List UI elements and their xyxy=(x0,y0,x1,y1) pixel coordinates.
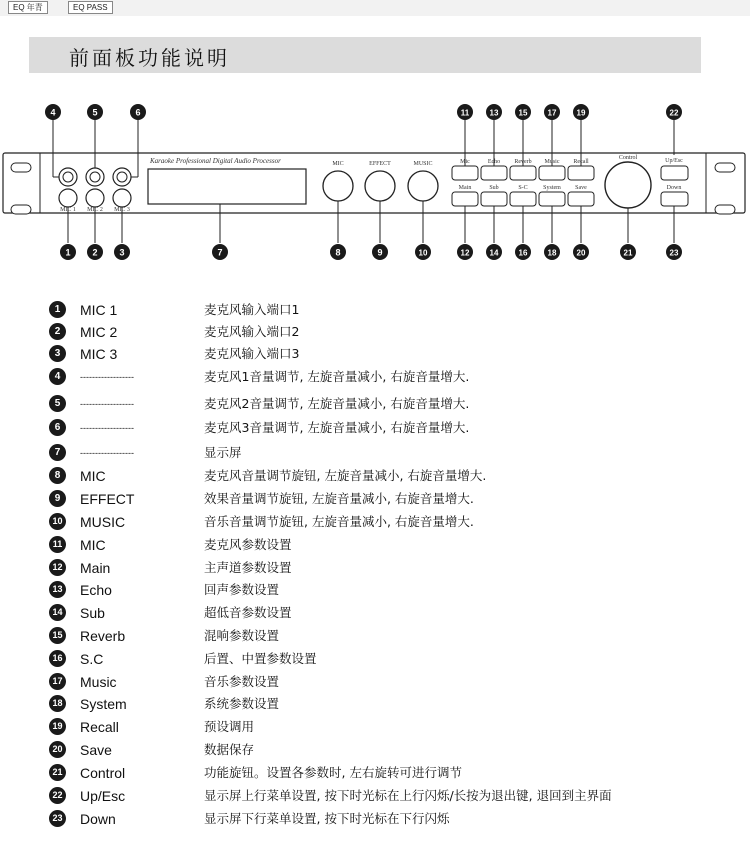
legend-number-badge: 1 xyxy=(49,301,66,318)
callout-1: 1 xyxy=(65,247,71,258)
echo-button[interactable] xyxy=(481,166,507,180)
top-toolbar xyxy=(0,0,750,16)
legend-item-name: System xyxy=(80,696,127,712)
legend-item-name: ------------------ xyxy=(80,448,134,458)
legend-item-description: 混响参数设置 xyxy=(204,628,280,643)
legend-item-name: MIC 1 xyxy=(80,302,118,318)
callout-7: 7 xyxy=(217,247,223,258)
legend-row xyxy=(0,394,750,414)
music-button[interactable] xyxy=(539,166,565,180)
save-button[interactable] xyxy=(568,192,594,206)
legend-item-name: MIC 2 xyxy=(80,324,118,340)
legend-item-description: 显示屏下行菜单设置, 按下时光标在下行闪烁 xyxy=(204,811,450,826)
legend-row xyxy=(0,740,750,760)
legend-number-badge: 17 xyxy=(49,673,66,690)
legend-row xyxy=(0,694,750,714)
mic-button[interactable] xyxy=(452,166,478,180)
legend-item-name: ------------------ xyxy=(80,372,134,382)
legend-row xyxy=(0,603,750,623)
legend-item-name: MIC xyxy=(80,468,106,484)
reverb-button-label: Reverb xyxy=(514,159,532,165)
legend-row xyxy=(0,580,750,600)
legend-item-description: 显示屏 xyxy=(204,445,242,460)
legend-item-description: 预设调用 xyxy=(204,719,255,734)
legend-number-badge: 13 xyxy=(49,581,66,598)
top-callouts xyxy=(45,104,682,120)
brand-text: Karaoke Professional Digital Audio Processor xyxy=(150,157,281,165)
mic2-port-label: MIC 2 xyxy=(87,207,103,213)
callout-10: 10 xyxy=(418,248,428,258)
down-button-label: Down xyxy=(666,185,682,191)
legend-item-description: 显示屏上行菜单设置, 按下时光标在上行闪烁/长按为退出键, 退回到主界面 xyxy=(204,788,612,803)
effect-volume-knob[interactable] xyxy=(365,171,395,201)
mic3-volume-knob-inner xyxy=(117,172,127,182)
recall-button-label: Recall xyxy=(573,159,589,165)
mic1-volume-knob-inner xyxy=(63,172,73,182)
control-knob-label: Control xyxy=(618,155,638,161)
legend-item-description: 麦克风3音量调节, 左旋音量减小, 右旋音量增大. xyxy=(204,420,470,435)
legend-number-badge: 19 xyxy=(49,718,66,735)
legend-item-description: 主声道参数设置 xyxy=(204,560,292,575)
legend-row xyxy=(0,626,750,646)
save-button-label: Save xyxy=(575,185,587,191)
echo-button-label: Echo xyxy=(487,159,501,165)
legend-item-description: 后置、中置参数设置 xyxy=(204,651,317,666)
legend-number-badge: 8 xyxy=(49,467,66,484)
legend-item-name: Echo xyxy=(80,582,112,598)
legend-item-name: Recall xyxy=(80,719,119,735)
legend-number-badge: 2 xyxy=(49,323,66,340)
legend-item-description: 回声参数设置 xyxy=(204,582,280,597)
legend-row xyxy=(0,489,750,509)
legend-row xyxy=(0,786,750,806)
mic1-port-label: MIC 1 xyxy=(60,207,76,213)
callout-3: 3 xyxy=(119,247,125,258)
legend-number-badge: 4 xyxy=(49,368,66,385)
callout-15: 15 xyxy=(518,108,528,118)
up-esc-button[interactable] xyxy=(661,166,688,180)
legend-row xyxy=(0,558,750,578)
music-knob-label: MUSIC xyxy=(413,161,433,167)
legend-row xyxy=(0,466,750,486)
callout-9: 9 xyxy=(377,247,383,258)
rack-hole-left-top xyxy=(11,163,31,172)
down-button[interactable] xyxy=(661,192,688,206)
callout-11: 11 xyxy=(460,108,470,118)
legend-item-description: 麦克风输入端口1 xyxy=(204,302,300,317)
recall-button[interactable] xyxy=(568,166,594,180)
legend-item-description: 麦克风输入端口2 xyxy=(204,324,300,339)
callout-20: 20 xyxy=(576,248,586,258)
legend-row xyxy=(0,418,750,438)
callout-2: 2 xyxy=(92,247,98,258)
legend-item-description: 超低音参数设置 xyxy=(204,605,292,620)
callout-5: 5 xyxy=(92,107,98,118)
legend-item-name: Music xyxy=(80,674,117,690)
legend-row xyxy=(0,763,750,783)
legend-item-name: Control xyxy=(80,765,126,781)
legend-item-description: 麦克风1音量调节, 左旋音量减小, 右旋音量增大. xyxy=(204,369,470,384)
music-button-label: Music xyxy=(544,159,560,165)
legend-number-badge: 3 xyxy=(49,345,66,362)
legend-item-name: MIC 3 xyxy=(80,346,118,362)
legend-number-badge: 12 xyxy=(49,559,66,576)
legend-number-badge: 5 xyxy=(49,395,66,412)
up-esc-button-label: Up/Esc xyxy=(665,158,683,164)
bottom-callouts xyxy=(60,244,682,260)
mic3-port-label: MIC 3 xyxy=(114,207,130,213)
sc-button-label: S-C xyxy=(518,185,528,191)
legend-item-description: 系统参数设置 xyxy=(204,696,280,711)
legend-item-description: 功能旋钮。设置各参数时, 左右旋转可进行调节 xyxy=(204,765,462,780)
system-button-label: System xyxy=(543,185,561,191)
legend-item-name: Reverb xyxy=(80,628,126,644)
rack-hole-left-bottom xyxy=(11,205,31,214)
legend-row xyxy=(0,535,750,555)
legend-number-badge: 23 xyxy=(49,810,66,827)
rack-hole-right-top xyxy=(715,163,735,172)
legend-item-description: 麦克风输入端口3 xyxy=(204,346,300,361)
legend-row xyxy=(0,512,750,532)
legend-row xyxy=(0,809,750,829)
legend-item-description: 效果音量调节旋钮, 左旋音量减小, 右旋音量增大. xyxy=(204,491,474,506)
system-button[interactable] xyxy=(539,192,565,206)
callout-6: 6 xyxy=(135,107,141,118)
legend-number-badge: 18 xyxy=(49,695,66,712)
legend-row xyxy=(0,344,750,364)
callout-23: 23 xyxy=(669,248,679,258)
legend-number-badge: 20 xyxy=(49,741,66,758)
eq-young-button[interactable]: EQ 年青 xyxy=(8,1,48,14)
legend-item-description: 麦克风音量调节旋钮, 左旋音量减小, 右旋音量增大. xyxy=(204,468,487,483)
eq-pass-button[interactable]: EQ PASS xyxy=(68,1,113,14)
mic2-volume-knob-inner xyxy=(90,172,100,182)
legend-item-description: 数据保存 xyxy=(204,742,255,757)
callout-14: 14 xyxy=(489,248,499,258)
callout-17: 17 xyxy=(547,108,557,118)
legend-row xyxy=(0,672,750,692)
control-knob[interactable] xyxy=(605,162,651,208)
sub-button-label: Sub xyxy=(489,185,499,191)
mic1-input-jack[interactable] xyxy=(59,189,77,207)
legend-item-name: MUSIC xyxy=(80,514,126,530)
display-screen xyxy=(148,169,306,204)
legend-number-badge: 11 xyxy=(49,536,66,553)
mic3-input-jack[interactable] xyxy=(113,189,131,207)
mic-knob-label: MIC xyxy=(332,161,344,167)
main-button[interactable] xyxy=(452,192,478,206)
callout-21: 21 xyxy=(623,248,633,258)
legend-row xyxy=(0,717,750,737)
callout-13: 13 xyxy=(489,108,499,118)
callout-19: 19 xyxy=(576,108,586,118)
legend-number-badge: 16 xyxy=(49,650,66,667)
legend-item-description: 麦克风2音量调节, 左旋音量减小, 右旋音量增大. xyxy=(204,396,470,411)
legend-number-badge: 14 xyxy=(49,604,66,621)
title-band xyxy=(29,37,701,73)
legend-item-name: Down xyxy=(80,811,116,827)
callout-16: 16 xyxy=(518,248,528,258)
effect-knob-label: EFFECT xyxy=(369,161,391,167)
legend-item-name: Main xyxy=(80,560,111,576)
callout-22: 22 xyxy=(669,108,679,118)
sc-button[interactable] xyxy=(510,192,536,206)
music-volume-knob[interactable] xyxy=(408,171,438,201)
legend-item-name: S.C xyxy=(80,651,104,667)
legend-item-name: EFFECT xyxy=(80,491,135,507)
legend-number-badge: 7 xyxy=(49,444,66,461)
legend-row xyxy=(0,300,750,320)
legend-item-name: ------------------ xyxy=(80,399,134,409)
legend-item-name: ------------------ xyxy=(80,423,134,433)
callout-12: 12 xyxy=(460,248,470,258)
reverb-button[interactable] xyxy=(510,166,536,180)
sub-button[interactable] xyxy=(481,192,507,206)
legend-number-badge: 21 xyxy=(49,764,66,781)
legend-number-badge: 9 xyxy=(49,490,66,507)
legend-number-badge: 6 xyxy=(49,419,66,436)
page-title: 前面板功能说明 xyxy=(69,46,230,70)
main-button-label: Main xyxy=(458,185,472,191)
legend-number-badge: 22 xyxy=(49,787,66,804)
legend-row xyxy=(0,649,750,669)
legend-row xyxy=(0,322,750,342)
mic-volume-knob[interactable] xyxy=(323,171,353,201)
callout-8: 8 xyxy=(335,247,341,258)
legend-item-description: 麦克风参数设置 xyxy=(204,537,292,552)
legend-row xyxy=(0,443,750,463)
legend-item-name: Up/Esc xyxy=(80,788,126,804)
legend-row xyxy=(0,367,750,387)
mic-button-label: Mic xyxy=(460,159,470,165)
legend-item-description: 音乐音量调节旋钮, 左旋音量减小, 右旋音量增大. xyxy=(204,514,474,529)
legend-item-name: MIC xyxy=(80,537,106,553)
legend-item-name: Sub xyxy=(80,605,105,621)
callout-18: 18 xyxy=(547,248,557,258)
callout-4: 4 xyxy=(50,107,56,118)
mic2-input-jack[interactable] xyxy=(86,189,104,207)
legend-item-name: Save xyxy=(80,742,112,758)
legend-number-badge: 15 xyxy=(49,627,66,644)
rack-hole-right-bottom xyxy=(715,205,735,214)
legend-item-description: 音乐参数设置 xyxy=(204,674,280,689)
legend-number-badge: 10 xyxy=(49,513,66,530)
